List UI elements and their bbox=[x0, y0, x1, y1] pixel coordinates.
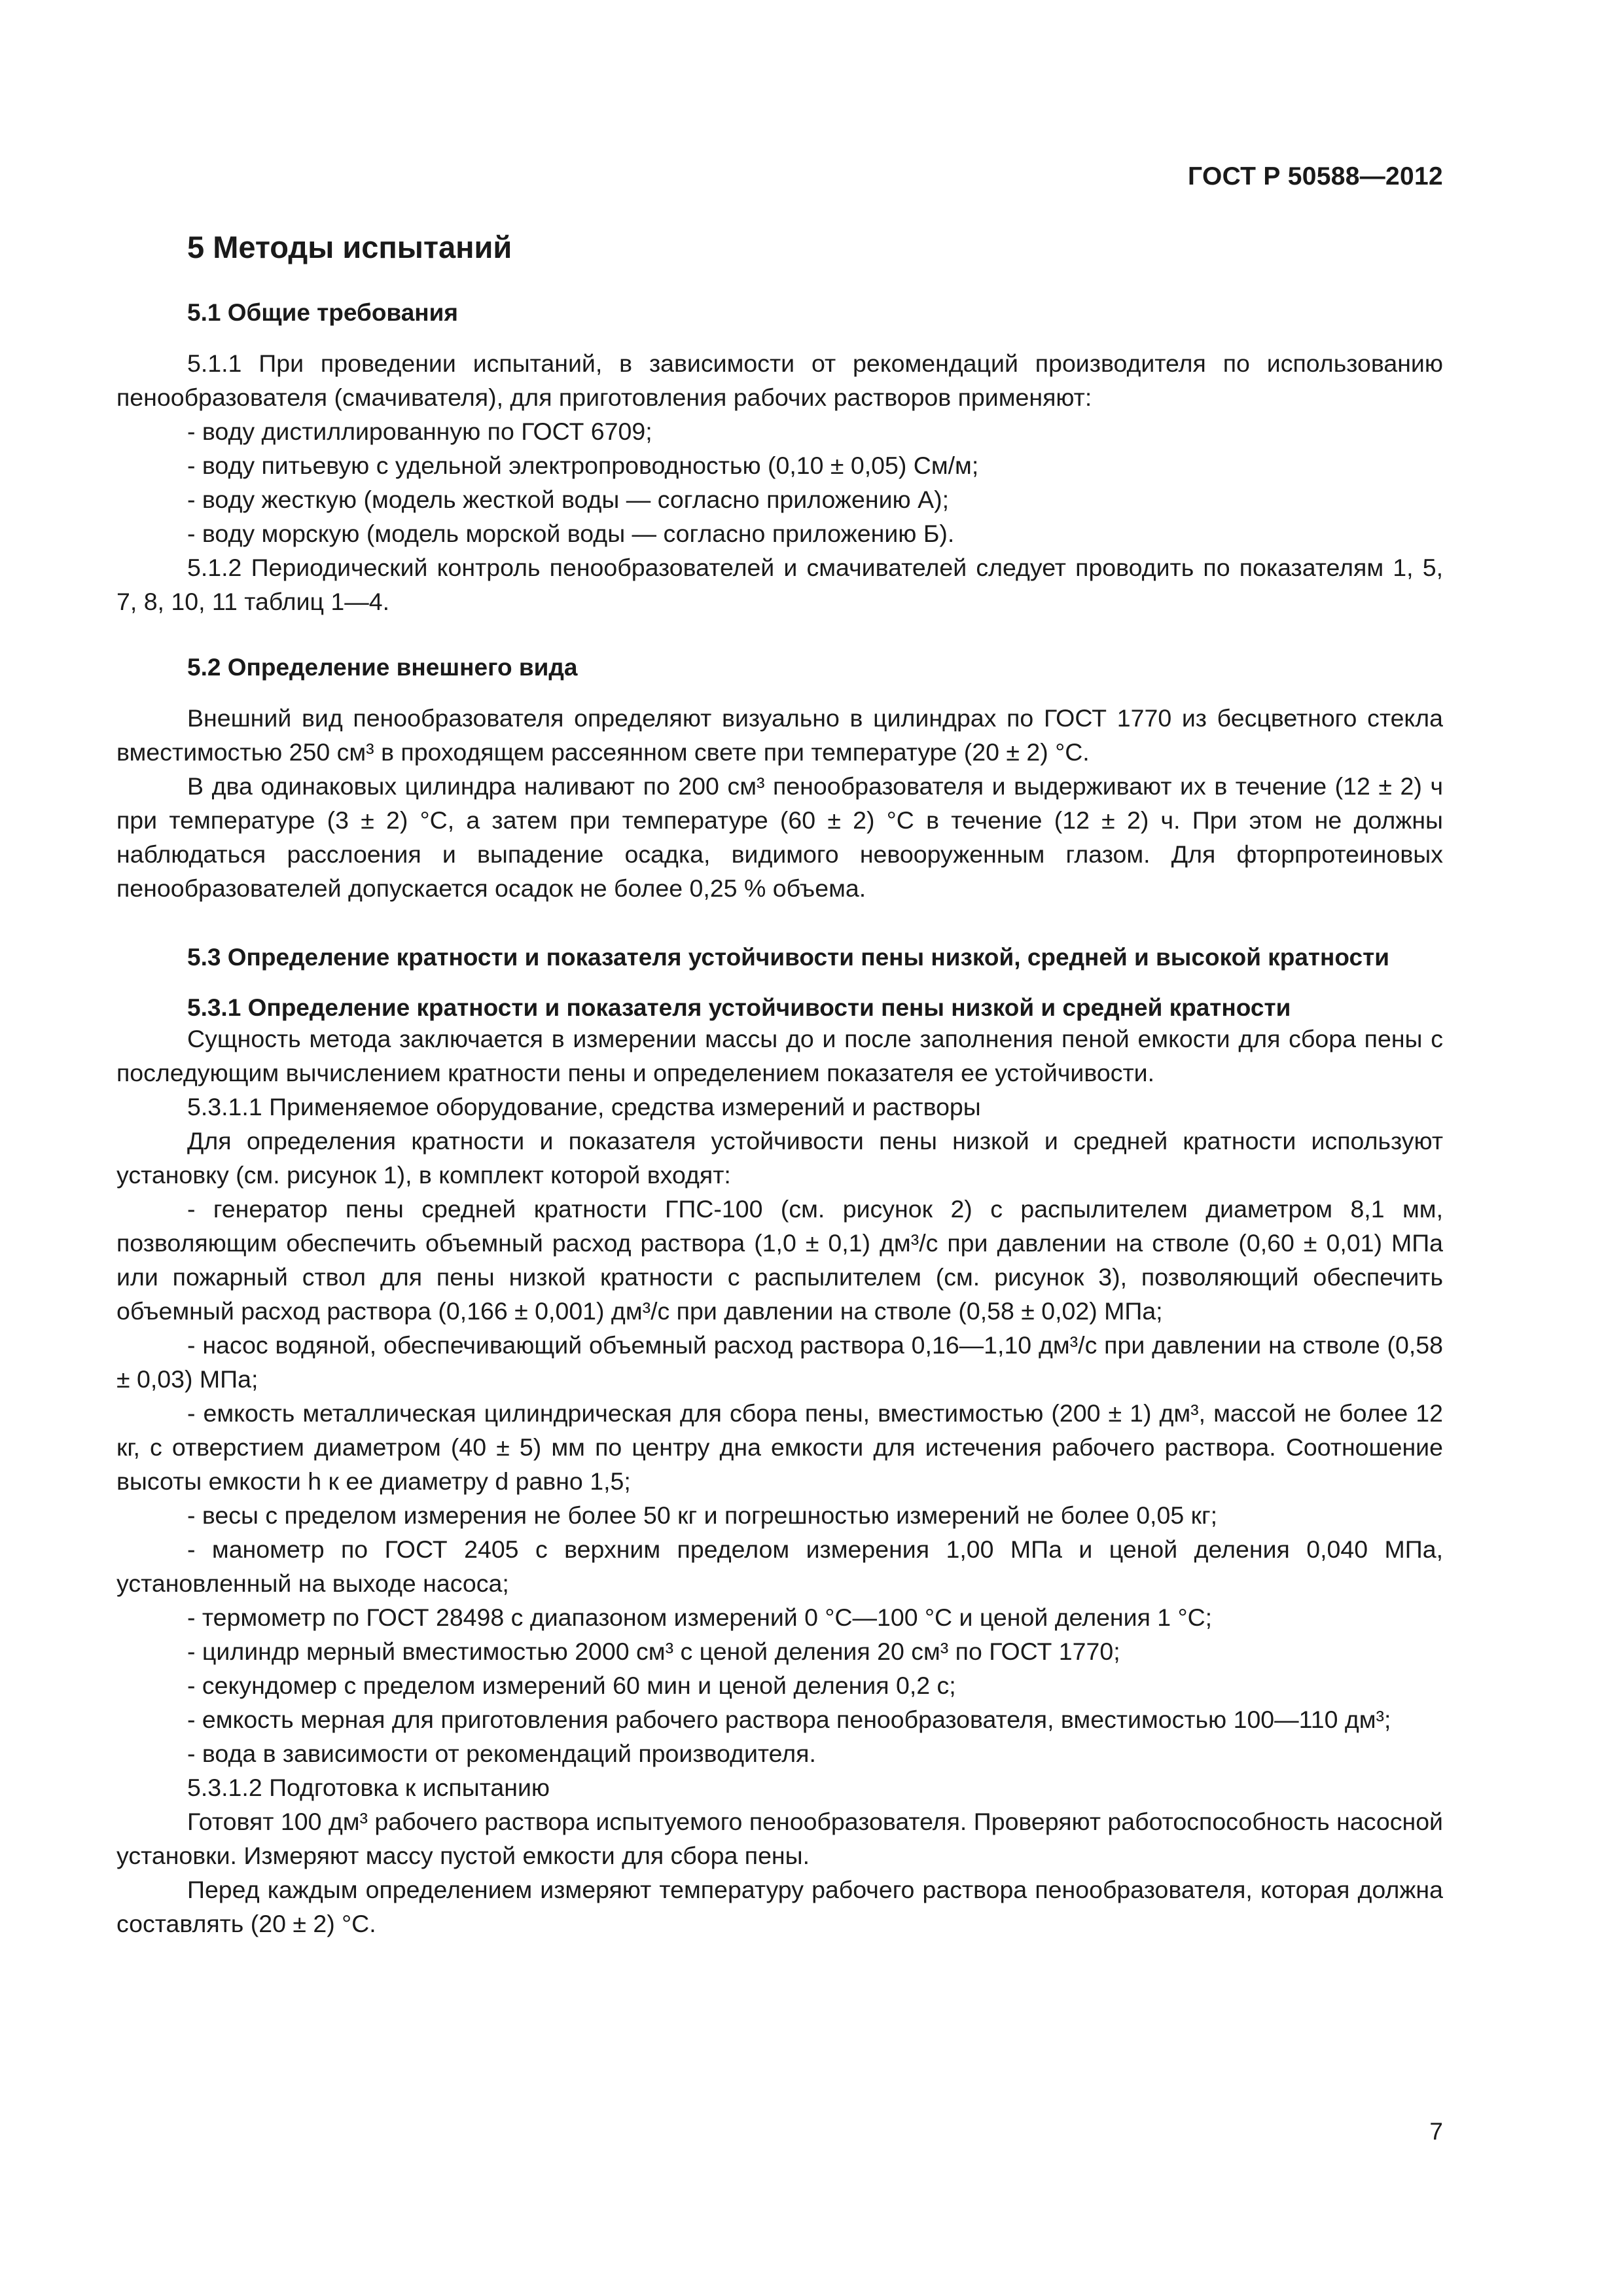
standard-code: ГОСТ Р 50588—2012 bbox=[1188, 162, 1443, 190]
paragraph: В два одинаковых цилиндра наливают по 200 см³ пенообразователя и выдерживают их в течение (12 ± 2) ч при температуре (3 ± 2) °С, а затем при температуре (60 ± 2) °С в течение (12 ± 2) ч. При этом не должны наблюдаться расслоения и выпадение осадка, видимого невооруженным глазом. Для фторпротеиновых пенообразователей допускается осадок не более 0,25 % объема. bbox=[116, 772, 1443, 902]
paragraph: Для определения кратности и показателя устойчивости пены низкой и средней кратности используют установку (см. рисунок 1), в комплект которой входят: bbox=[116, 1127, 1443, 1189]
list-item: - генератор пены средней кратности ГПС-100 (см. рисунок 2) с распылителем диаметром 8,1 мм, позволяющим обеспечить объемный расход раствора (1,0 ± 0,1) дм³/с при давлении на стволе (0,60 ± 0,01) МПа или пожарный ствол для пены низкой кратности с распылителем (см. рисунок 3), позволяющий обеспечить объемный расход раствора (0,166 ± 0,001) дм³/с при давлении на стволе (0,58 ± 0,02) МПа; bbox=[116, 1195, 1443, 1325]
paragraph: Перед каждым определением измеряют температуру рабочего раствора пенообразователя, которая должна составлять (20 ± 2) °С. bbox=[116, 1876, 1443, 1937]
list-item: - воду жесткую (модель жесткой воды — согласно приложению А); bbox=[187, 486, 949, 513]
paragraph-5-1-1: 5.1.1 При проведении испытаний, в зависимости от рекомендаций производителя по использованию пенообразователя (смачивателя), для приготовления рабочих растворов применяют: bbox=[116, 350, 1443, 411]
paragraph: Сущность метода заключается в измерении массы до и после заполнения пеной емкости для сбора пены с последующим вычислением кратности пены и определением показателя ее устойчивости. bbox=[116, 1025, 1443, 1086]
list-item: - воду дистиллированную по ГОСТ 6709; bbox=[187, 418, 652, 445]
list-item: - термометр по ГОСТ 28498 с диапазоном измерений 0 °С—100 °С и ценой деления 1 °С; bbox=[187, 1604, 1213, 1631]
list-item: - вода в зависимости от рекомендаций производителя. bbox=[187, 1740, 816, 1767]
heading-5-3: 5.3 Определение кратности и показателя устойчивости пены низкой, средней и высокой кратности bbox=[187, 944, 1389, 971]
list-item: - емкость мерная для приготовления рабочего раствора пенообразователя, вместимостью 100—110 дм³; bbox=[187, 1706, 1391, 1733]
page-number: 7 bbox=[1429, 2118, 1443, 2145]
paragraph: 5.3.1.2 Подготовка к испытанию bbox=[187, 1774, 550, 1801]
list-item: - весы с пределом измерения не более 50 кг и погрешностью измерений не более 0,05 кг; bbox=[187, 1501, 1218, 1529]
list-item: - секундомер с пределом измерений 60 мин и ценой деления 0,2 с; bbox=[187, 1672, 956, 1699]
paragraph: 5.3.1.1 Применяемое оборудование, средства измерений и растворы bbox=[187, 1093, 981, 1121]
paragraph-5-1-2: 5.1.2 Периодический контроль пенообразователей и смачивателей следует проводить по показателям 1, 5, 7, 8, 10, 11 таблиц 1—4. bbox=[116, 554, 1443, 615]
heading-5-3-1: 5.3.1 Определение кратности и показателя устойчивости пены низкой и средней кратности bbox=[187, 994, 1291, 1021]
paragraph: Готовят 100 дм³ рабочего раствора испытуемого пенообразователя. Проверяют работоспособность насосной установки. Измеряют массу пустой емкости для сбора пены. bbox=[116, 1808, 1443, 1869]
list-item: - цилиндр мерный вместимостью 2000 см³ с ценой деления 20 см³ по ГОСТ 1770; bbox=[187, 1638, 1120, 1665]
list-item: - воду морскую (модель морской воды — согласно приложению Б). bbox=[187, 520, 955, 547]
paragraph: Внешний вид пенообразователя определяют визуально в цилиндрах по ГОСТ 1770 из бесцветного стекла вместимостью 250 см³ в проходящем рассеянном свете при температуре (20 ± 2) °С. bbox=[116, 704, 1443, 766]
list-item: - манометр по ГОСТ 2405 с верхним пределом измерения 1,00 МПа и ценой деления 0,040 МПа, установленный на выходе насоса; bbox=[116, 1535, 1443, 1597]
list-item: - насос водяной, обеспечивающий объемный расход раствора 0,16—1,10 дм³/с при давлении на стволе (0,58 ± 0,03) МПа; bbox=[116, 1331, 1443, 1393]
heading-5-1: 5.1 Общие требования bbox=[187, 299, 458, 326]
section-title: 5 Методы испытаний bbox=[187, 230, 512, 264]
list-item: - воду питьевую с удельной электропроводностью (0,10 ± 0,05) См/м; bbox=[187, 452, 979, 479]
list-item: - емкость металлическая цилиндрическая для сбора пены, вместимостью (200 ± 1) дм³, массой не более 12 кг, с отверстием диаметром (40 ± 5) мм по центру дна емкости для истечения рабочего раствора. Соотношение высоты емкости h к ее диаметру d равно 1,5; bbox=[116, 1399, 1443, 1495]
page-content bbox=[116, 229, 1443, 1941]
heading-5-2: 5.2 Определение внешнего вида bbox=[187, 654, 578, 681]
